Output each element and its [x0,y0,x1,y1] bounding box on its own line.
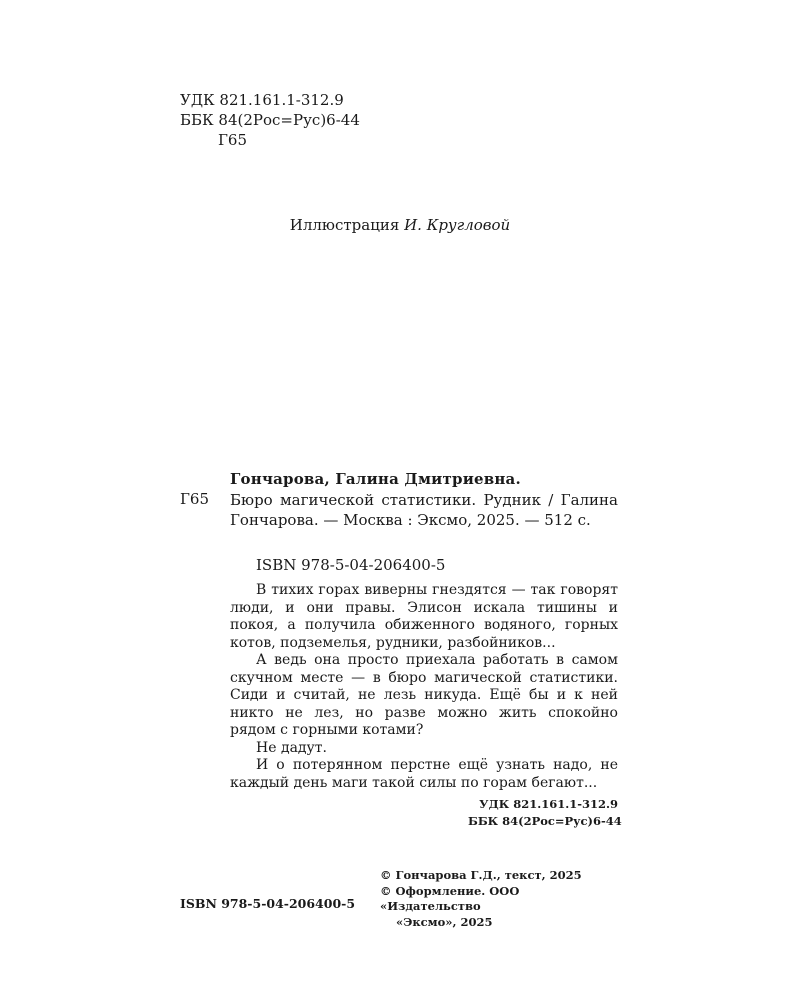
catalog-description: Бюро магической статистики. Рудник / Галина Гончарова. — Москва : Эксмо, 2025. — 512 с. [230,491,618,529]
bottom-bbk-code: ББК 84(2Рос=Рус)6-44 [468,814,622,828]
udk-code: УДК 821.161.1-312.9 [180,91,344,109]
bottom-udk-code: УДК 821.161.1-312.9 [479,797,618,811]
copyright-design-line2: «Эксмо», 2025 [396,914,493,929]
annotation-paragraph: И о потерянном перстне ещё узнать надо, не каждый день маги такой силы по горам бегают... [230,757,618,791]
annotation-paragraph: В тихих горах виверны гнездятся — так говорят люди, и они правы. Элисон искала тишины и покоя, а получила обиженного водяного, горных котов, подземелья, рудники, разбойников... [230,582,618,651]
bbk-code: ББК 84(2Рос=Рус)6-44 [180,111,360,129]
annotation-paragraph: А ведь она просто приехала работать в самом скучном месте — в бюро магической статистики. Сиди и считай, не лезь никуда. Ещё бы и к ней никто не лез, но разве можно жить спокойно рядом с горными котами? [230,652,618,738]
illustration-prefix: Иллюстрация [289,216,405,234]
annotation [230,582,618,792]
illustration-credit [0,216,800,234]
copyright-block [380,868,620,930]
bottom-classification-codes [468,796,622,830]
annotation-paragraph: Не дадут. [256,739,327,756]
illustration-artist: И. Кругловой [404,216,511,234]
copyright-design-line1: © Оформление. ООО «Издательство [380,883,520,913]
catalog-cutter: Г65 [180,490,210,508]
copyright-text: © Гончарова Г.Д., текст, 2025 [380,868,582,882]
isbn-bottom: ISBN 978-5-04-206400-5 [180,896,356,911]
top-classification-codes [180,90,360,150]
catalog-isbn: ISBN 978-5-04-206400-5 [256,556,446,574]
catalog-author: Гончарова, Галина Дмитриевна. [230,470,521,488]
cutter-code: Г65 [218,131,248,149]
